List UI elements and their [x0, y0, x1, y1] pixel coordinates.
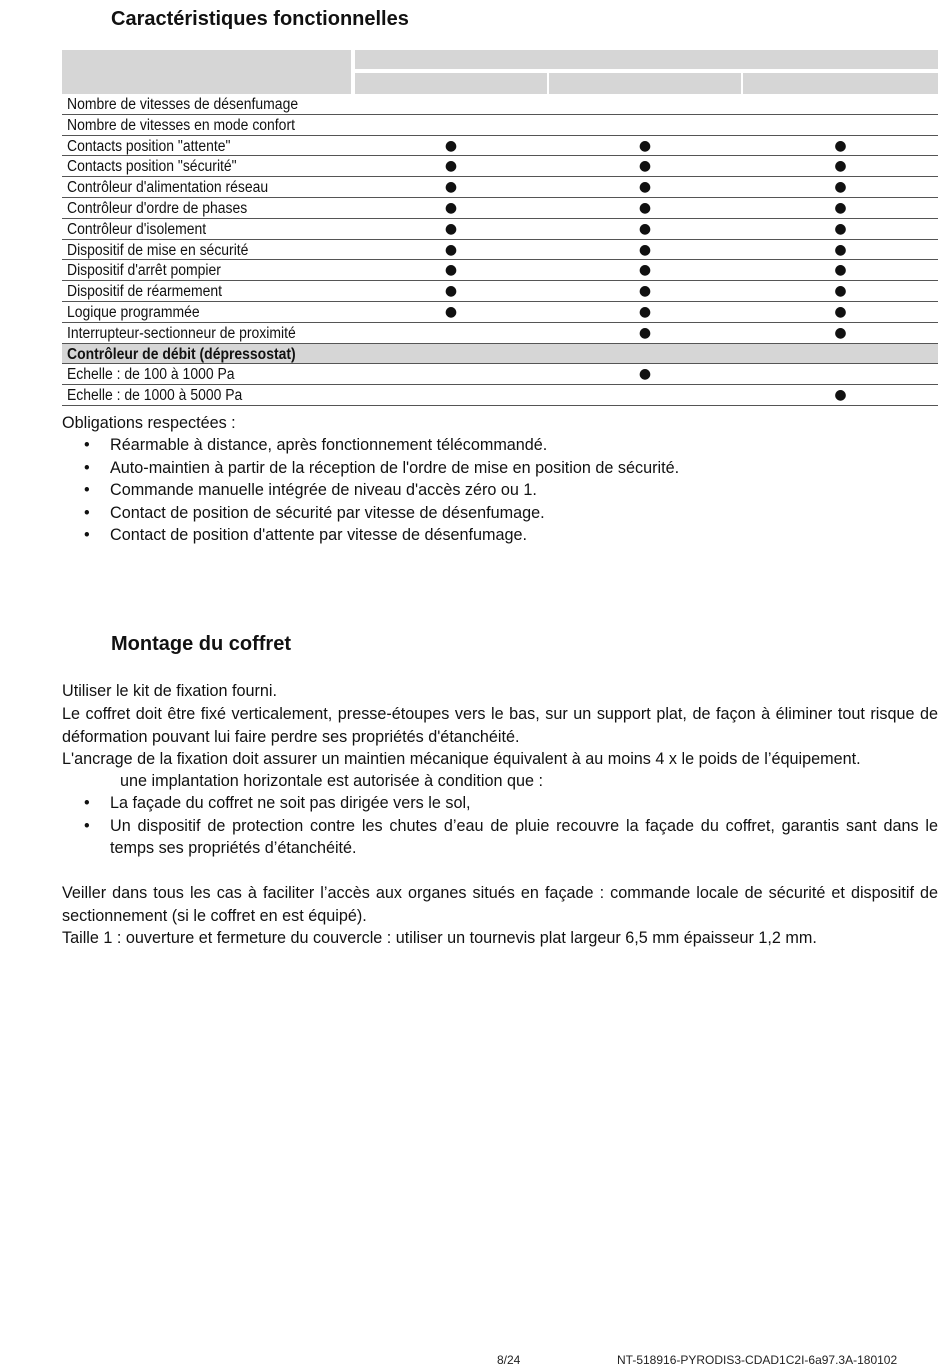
obligations-list: [84, 434, 679, 547]
feature-mark-c1: ●: [444, 283, 458, 300]
feature-mark-c2: ●: [638, 158, 652, 175]
row-label: Contrôleur de débit (dépressostat): [67, 345, 296, 363]
section-title-montage: Montage du coffret: [111, 633, 291, 655]
feature-mark-c1: ●: [444, 220, 458, 237]
feature-mark-c1: [355, 115, 547, 135]
row-label: Contrôleur d'ordre de phases: [67, 199, 248, 217]
table-body: [62, 94, 938, 406]
table-row: [62, 323, 938, 344]
feature-mark-c2: ●: [638, 137, 652, 154]
montage-p5: [62, 882, 938, 927]
table-row: [62, 364, 938, 385]
table-row: [62, 198, 938, 219]
row-label: Contrôleur d'alimentation réseau: [67, 179, 269, 197]
feature-mark-c2: ●: [638, 220, 652, 237]
montage-p5-text: Veiller dans tous les cas à faciliter l’accès aux organes situés en façade : commande locale de sécurité et dispositif de sectionnement (si le coffret en est équipé).: [62, 884, 938, 925]
feature-mark-c2: [549, 94, 741, 114]
montage-p2-text: Le coffret doit être fixé verticalement, presse-étoupes vers le bas, sur un support plat, de façon à éliminer tout risque de déformation pouvant lui faire perdre ses propriétés d'étanchéité.: [62, 705, 938, 746]
feature-mark-c1: ●: [444, 137, 458, 154]
feature-mark-c3: ●: [834, 303, 847, 320]
features-table: [62, 50, 938, 406]
montage-bullets: [84, 792, 938, 860]
feature-mark-c1: ●: [444, 199, 458, 216]
feature-mark-c3: ●: [834, 387, 847, 404]
row-label: Dispositif d'arrêt pompier: [67, 262, 221, 280]
row-label: Nombre de vitesses en mode confort: [67, 116, 295, 134]
table-header-col-3: [743, 73, 938, 94]
feature-mark-c2: ●: [638, 303, 652, 320]
feature-mark-c3: [743, 344, 938, 364]
table-header-group-cell: [355, 50, 938, 71]
section-title-caracteristiques: Caractéristiques fonctionnelles: [111, 8, 409, 30]
feature-mark-c3: ●: [834, 199, 847, 216]
table-row: [62, 219, 938, 240]
table-header-label-cell: [62, 50, 353, 94]
feature-mark-c3: [743, 115, 938, 135]
feature-mark-c1: [355, 323, 547, 343]
feature-mark-c2: ●: [638, 324, 652, 341]
feature-mark-c1: [355, 94, 547, 114]
feature-mark-c2: ●: [638, 179, 652, 196]
montage-p2: [62, 703, 938, 748]
table-row: [62, 115, 938, 136]
feature-mark-c3: [743, 364, 938, 384]
table-row: [62, 156, 938, 177]
row-label: Contrôleur d'isolement: [67, 220, 207, 238]
feature-mark-c1: ●: [444, 241, 458, 258]
feature-mark-c3: ●: [834, 158, 847, 175]
feature-mark-c2: [549, 385, 741, 405]
feature-mark-c2: [549, 115, 741, 135]
row-label: Logique programmée: [67, 303, 200, 321]
montage-bullet-item: • Un dispositif de protection contre les chutes d’eau de pluie recouvre la façade du coffret, garantis sant dans le temps ses propriétés d’étanchéité.: [84, 815, 938, 860]
row-label: Interrupteur-sectionneur de proximité: [67, 324, 296, 342]
feature-mark-c1: ●: [444, 179, 458, 196]
feature-mark-c3: ●: [834, 179, 847, 196]
table-row: [62, 240, 938, 261]
row-label: Nombre de vitesses de désenfumage: [67, 96, 299, 113]
table-row: [62, 94, 938, 115]
table-row: [62, 177, 938, 198]
feature-mark-c2: ●: [638, 241, 652, 258]
obligation-item: • Auto-maintien à partir de la réception de l'ordre de mise en position de sécurité.: [84, 457, 679, 480]
feature-mark-c3: ●: [834, 324, 847, 341]
montage-p3: L'ancrage de la fixation doit assurer un maintien mécanique équivalent à au moins 4 x le poids de l’équipement.: [62, 750, 861, 768]
row-label: Contacts position "attente": [67, 137, 231, 155]
footer-reference: NT-518916-PYRODIS3-CDAD1C2I-6a97.3A-180102: [617, 1353, 898, 1364]
feature-mark-c3: ●: [834, 137, 847, 154]
feature-mark-c3: ●: [834, 262, 847, 279]
table-row: [62, 385, 938, 406]
feature-mark-c1: [355, 344, 547, 364]
row-label: Contacts position "sécurité": [67, 158, 237, 176]
table-row: [62, 281, 938, 302]
table-row: [62, 136, 938, 157]
obligation-item: • Réarmable à distance, après fonctionnement télécommandé.: [84, 434, 679, 457]
feature-mark-c3: ●: [834, 241, 847, 258]
feature-mark-c3: [743, 94, 938, 114]
row-label: Dispositif de mise en sécurité: [67, 241, 249, 259]
row-label: Echelle : de 100 à 1000 Pa: [67, 366, 235, 384]
feature-mark-c2: ●: [638, 283, 652, 300]
obligation-item: • Contact de position d'attente par vitesse de désenfumage.: [84, 524, 679, 547]
table-header-col-2: [549, 73, 741, 94]
row-label: Echelle : de 1000 à 5000 Pa: [67, 387, 243, 405]
row-label: Dispositif de réarmement: [67, 283, 223, 301]
feature-mark-c1: ●: [444, 262, 458, 279]
feature-mark-c1: [355, 364, 547, 384]
obligations-intro: Obligations respectées :: [62, 414, 236, 432]
obligation-item: • Commande manuelle intégrée de niveau d'accès zéro ou 1.: [84, 479, 679, 502]
feature-mark-c2: [549, 344, 741, 364]
table-header-col-1: [355, 73, 547, 94]
feature-mark-c1: [355, 385, 547, 405]
feature-mark-c3: ●: [834, 283, 847, 300]
montage-bullet-item: • La façade du coffret ne soit pas dirigée vers le sol,: [84, 792, 938, 815]
feature-mark-c1: ●: [444, 303, 458, 320]
table-header: [62, 50, 938, 94]
feature-mark-c2: ●: [638, 262, 652, 279]
table-section-row: [62, 344, 938, 365]
feature-mark-c1: ●: [444, 158, 458, 175]
montage-p6: Taille 1 : ouverture et fermeture du couvercle : utiliser un tournevis plat largeur 6,5 mm épaisseur 1,2 mm.: [62, 929, 817, 947]
table-row: [62, 302, 938, 323]
feature-mark-c2: ●: [638, 366, 652, 383]
montage-p4: une implantation horizontale est autorisée à condition que :: [120, 772, 543, 790]
footer-page-number: 8/24: [497, 1353, 521, 1364]
obligation-item: • Contact de position de sécurité par vitesse de désenfumage.: [84, 502, 679, 525]
feature-mark-c2: ●: [638, 199, 652, 216]
feature-mark-c3: ●: [834, 220, 847, 237]
table-row: [62, 260, 938, 281]
montage-p1: Utiliser le kit de fixation fourni.: [62, 682, 278, 700]
